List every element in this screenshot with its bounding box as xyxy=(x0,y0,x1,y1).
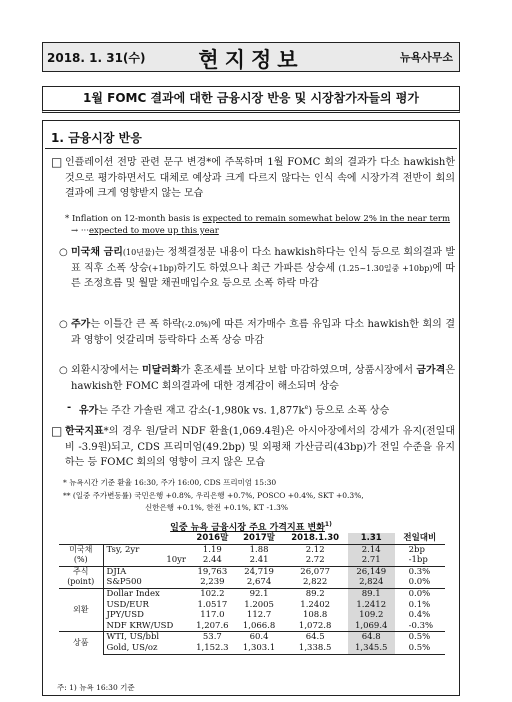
indicator-value: 2.72 xyxy=(305,555,325,566)
indicator-value: 108.8 xyxy=(302,610,328,621)
indicator-value: 1,069.4 xyxy=(348,621,395,632)
indicator-name: 10yr xyxy=(166,555,186,566)
indicator-value: 24,719 xyxy=(236,566,283,577)
indicator-value: 0.5% xyxy=(395,643,445,654)
indicator-value: 89.1 xyxy=(348,588,395,599)
indicator-name: WTI, US/bbl xyxy=(103,632,189,643)
table-row xyxy=(59,600,445,611)
row-group-label: 미국채 (%) xyxy=(59,544,103,566)
indicator-value: 19,763 xyxy=(189,566,236,577)
indicator-name: DJIA xyxy=(103,566,189,577)
indicator-value: -0.3% xyxy=(408,620,434,631)
indicator-name: S&P500 xyxy=(106,577,142,588)
indicator-value: 1.2402 xyxy=(300,599,331,610)
indicator-value: 1,338.5 xyxy=(282,643,347,654)
square-bullet-icon: □ xyxy=(51,155,63,169)
section-divider xyxy=(45,148,457,149)
paragraph-overview xyxy=(51,155,455,202)
paragraph-text: 인플레이션 전망 관련 문구 변경*에 주목하며 1월 FOMC 회의 결과가 다소 hawkish한 것으로 평가하면서도 대체로 예상과 크게 다르지 않다는 인식 속에 시장가격 전반이 회의결과에 크게 영향받지 않는 모습 xyxy=(65,157,455,199)
indicator-value: 0.1% xyxy=(408,599,431,610)
indicator-value: 26,149 xyxy=(348,566,395,577)
indicator-value: 64.5 xyxy=(282,632,347,643)
circle-bullet-icon: ○ xyxy=(59,247,68,258)
section-heading: 1. 금융시장 반응 xyxy=(51,131,142,145)
table-row xyxy=(59,566,445,577)
market-indicators-table xyxy=(59,533,445,655)
table-row xyxy=(59,577,445,588)
indicator-name: JPY/USD xyxy=(106,610,144,621)
indicator-value: 2,824 xyxy=(348,577,395,588)
bullet-treasury: ○ 미국채 금리(10년물)는 정책결정문 내용이 다소 hawkish하다는 인식 등으로 회의결과 발표 직후 소폭 상승(+1bp)하기도 하였으나 최근 가파른 상승세 (1.25~1.30일중 +10bp)에 따른 조정흐름 및 월말 채권매입수요 등으로 소폭 하락 마감 xyxy=(59,247,455,289)
indicator-value: 1,207.6 xyxy=(196,620,229,631)
korea-stock-note-cont: 신한은행 +0.1%, 한전 +0.1%, KT -1.3% xyxy=(145,503,289,512)
indicator-name: USD/EUR xyxy=(106,599,149,610)
indicator-value: 2.44 xyxy=(202,555,222,566)
indicator-value: 109.2 xyxy=(348,610,395,621)
indicator-value: 2.14 xyxy=(348,544,395,555)
indicator-value: 0.4% xyxy=(408,610,431,621)
indicator-value: 117.0 xyxy=(200,610,225,621)
indicator-value: 1.2412 xyxy=(348,600,395,611)
document-title: 1월 FOMC 결과에 대한 금융시장 반응 및 시장참가자들의 평가 xyxy=(42,86,460,113)
indicator-value: 2,822 xyxy=(302,577,328,588)
indicator-value: 0.5% xyxy=(395,632,445,643)
table-row xyxy=(59,632,445,643)
indicator-name: Gold, US/oz xyxy=(103,643,189,654)
indicator-value: 89.2 xyxy=(282,588,347,599)
table-row xyxy=(59,621,445,632)
indicator-value: 0.0% xyxy=(395,588,445,599)
indicator-value: 2.41 xyxy=(249,555,269,566)
row-group-label: 주식 (point) xyxy=(59,566,103,588)
circle-bullet-icon: ○ xyxy=(59,319,68,330)
indicator-value: 60.4 xyxy=(236,632,283,643)
dash-bullet-icon: - xyxy=(67,402,72,413)
indicator-value: 1,345.5 xyxy=(348,643,395,654)
report-header xyxy=(42,42,460,72)
table-row xyxy=(59,555,445,566)
table-row xyxy=(59,544,445,555)
indicator-value: 2,674 xyxy=(246,577,272,588)
square-bullet-icon: □ xyxy=(51,424,63,438)
report-title: 현지정보 xyxy=(198,48,304,72)
inflation-note: * Inflation on 12-month basis is expected to remain somewhat below 2% in the near term → ···expected to move up this year xyxy=(65,214,451,236)
indicator-value: 53.7 xyxy=(189,632,236,643)
indicator-value: 1,303.1 xyxy=(236,643,283,654)
indicator-value: 1,072.8 xyxy=(298,620,332,631)
indicator-value: 1.19 xyxy=(202,544,222,555)
table-footnote: 주: 1) 뉴욕 16:30 기준 xyxy=(57,683,135,692)
korea-time-note: * 뉴욕시간 기준 환율 16:30, 주가 16:00, CDS 프리미엄 15:30 xyxy=(63,478,277,487)
bullet-fx-commodities: ○ 외환시장에서는 미달러화가 혼조세를 보이다 보합 마감하였으며, 상품시장에서 금가격은 hawkish한 FOMC 회의결과에 대한 경계감이 해소되며 상승 xyxy=(59,365,455,392)
indicator-name: Dollar Index xyxy=(103,588,189,599)
indicator-value: 2bp xyxy=(408,544,425,555)
indicator-value: 1.0517 xyxy=(197,599,228,610)
table-row xyxy=(59,588,445,599)
row-group-label: 외환 xyxy=(59,588,103,631)
korea-stock-note: ** (일중 주가변동률) 국민은행 +0.8%, 우리은행 +0.7%, POSCO +0.4%, SKT +0.3%, xyxy=(63,491,364,500)
bullet-oil: - 유가는 주간 가솔린 재고 감소(-1,980k vs. $1,877k^e$) 등으로 소폭 상승 xyxy=(67,402,390,417)
table-row xyxy=(59,610,445,621)
content-box xyxy=(42,120,460,696)
indicator-value: 26,077 xyxy=(282,566,347,577)
table-caption: 일중 뉴욕 금융시장 주요 가격지표 변화$^{1)}$ xyxy=(170,521,332,533)
circle-bullet-icon: ○ xyxy=(59,365,68,376)
indicator-name: NDF KRW/USD xyxy=(106,620,174,631)
row-group-label: 상품 xyxy=(59,632,103,654)
indicator-value: 1.2005 xyxy=(244,599,274,610)
indicator-value: 2.71 xyxy=(348,555,395,566)
indicator-value: 92.1 xyxy=(236,588,283,599)
indicator-value: 102.2 xyxy=(189,588,236,599)
paragraph-korea-indicators: □ 한국지표*의 경우 원/달러 NDF 환율(1,069.4원)은 아시아장에서의 강세가 유지(전일대비 -3.9원)되고, CDS 프리미엄(49.2bp) 및 외평채 가산금리(43bp)가 전일 수준을 유지하는 등 FOMC 회의의 영향이 크지 않은 모습 xyxy=(51,424,455,468)
indicator-value: -1bp xyxy=(408,555,428,566)
indicator-value: 1,066.8 xyxy=(242,620,276,631)
bullet-stocks: ○ 주가는 이틀간 큰 폭 하락(-2.0%)에 따른 저가매수 흐름 유입과 다소 hawkish한 회의 결과 영향이 엇갈리며 등락하다 소폭 상승 마감 xyxy=(59,319,455,346)
indicator-value: 0.3% xyxy=(395,566,445,577)
indicator-value: 0.0% xyxy=(408,577,431,588)
indicator-value: 64.8 xyxy=(348,632,395,643)
table-row xyxy=(59,643,445,654)
indicator-name: Tsy, 2yr xyxy=(106,544,140,555)
report-date: 2018. 1. 31(수) xyxy=(47,51,146,65)
indicator-value: 1.88 xyxy=(249,544,269,555)
office-name: 뉴욕사무소 xyxy=(399,51,453,64)
table-header-row: 2016말 2017말 2018.1.30 1.31 전일대비 xyxy=(59,533,445,544)
indicator-value: 2.12 xyxy=(305,544,325,555)
indicator-value: 1,152.3 xyxy=(189,643,236,654)
indicator-value: 112.7 xyxy=(246,610,272,621)
indicator-value: 2,239 xyxy=(200,577,225,588)
